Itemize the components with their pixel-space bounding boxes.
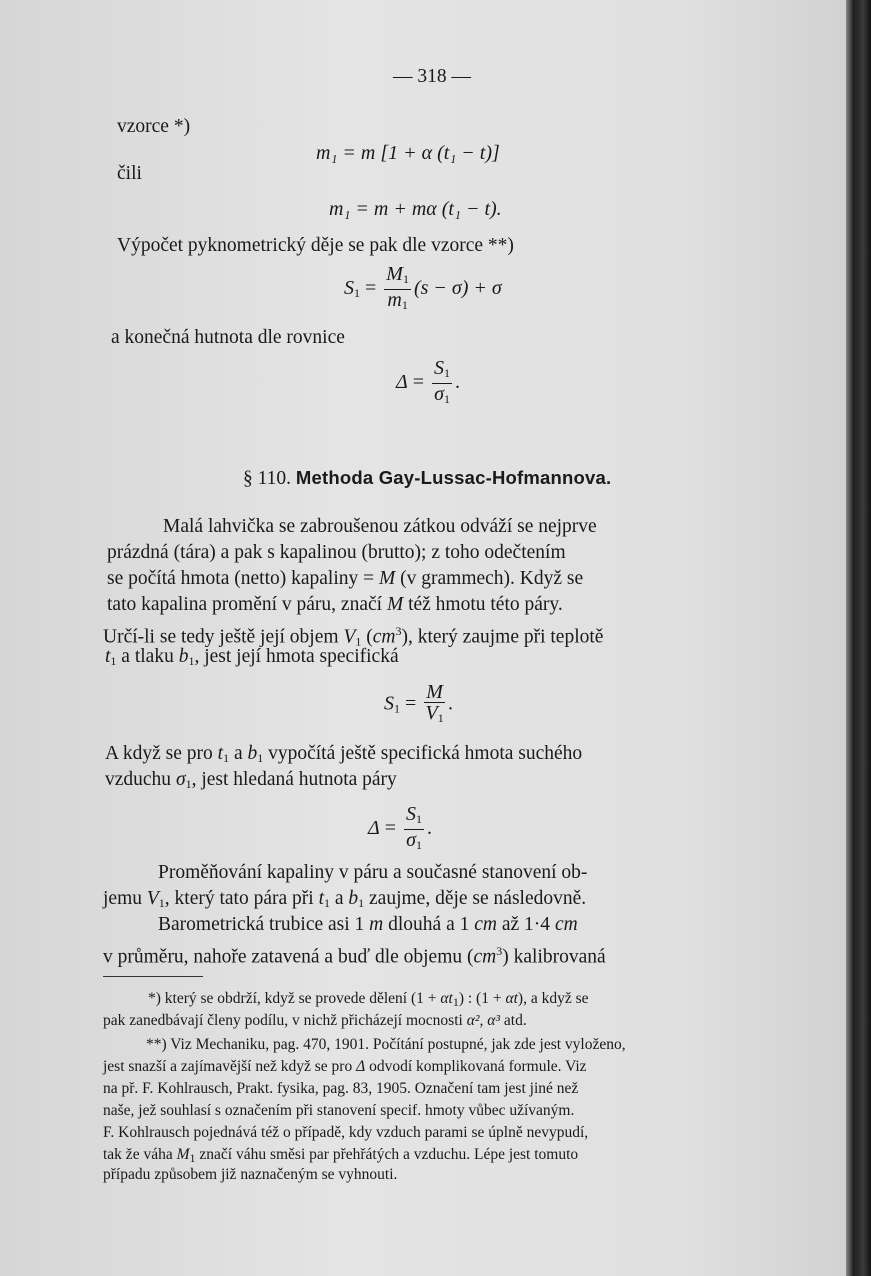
book-spine-shadow bbox=[846, 0, 871, 1276]
footnote-line: na př. F. Kohlrausch, Prakt. fysika, pag. 83, 1905. Označení tam jest jiné než bbox=[103, 1080, 579, 1097]
text-line: a konečná hutnota dle rovnice bbox=[111, 327, 345, 348]
equation-3: $S_1$ = $\frac{M_1}{m_1}$ (s − σ) + σ bbox=[344, 263, 502, 312]
text-line: Malá lahvička se zabroušenou zátkou odváží se nejprve bbox=[163, 516, 597, 537]
text-line: čili bbox=[117, 163, 142, 184]
text-line: A když se pro $t_1$ a $b_1$ vypočítá ještě specifická hmota suchého bbox=[105, 743, 583, 765]
footnote-line: *) který se obdrží, když se provede dělení $(1 + \alpha t_1)$ : (1 + αt), a když se bbox=[148, 990, 589, 1009]
footnote-line: **) Viz Mechaniku, pag. 470, 1901. Počítání postupné, jak zde jest vyloženo, bbox=[146, 1036, 626, 1053]
page-number: — 318 — bbox=[393, 66, 471, 87]
equation-6: Δ = $\frac{S_1}{\sigma_1}$ . bbox=[368, 803, 433, 852]
footnote-rule bbox=[103, 976, 203, 977]
footnote-line: pak zanedbávají členy podílu, v nichž přicházejí mocnosti α², α³ atd. bbox=[103, 1012, 527, 1029]
text-line: Určí-li se tedy ještě její objem $V_1$ $(cm^3)$, který zaujme při teplotě bbox=[103, 624, 604, 649]
text-line: tato kapalina promění v páru, značí M též hmotu této páry. bbox=[107, 594, 563, 615]
footnote-line: F. Kohlrausch pojednává též o případě, kdy vzduch parami se úplně nevypudí, bbox=[103, 1124, 589, 1141]
equation-5: $S_1$ = $\frac{M}{V_1}$ . bbox=[384, 681, 453, 725]
equation-2: m₁ = m + mα (t₁ − t). bbox=[329, 198, 502, 220]
footnote-line: jest snazší a zajímavější než když se pro Δ odvodí komplikovaná formule. Viz bbox=[103, 1058, 587, 1075]
section-heading: § 110. Methoda Gay-Lussac-Hofmannova. bbox=[243, 467, 612, 489]
footnote-line: naše, jež souhlasí s označením při stanovení specif. hmoty vůbec užívaným. bbox=[103, 1102, 575, 1119]
text-line: vzduchu $\sigma_1$, jest hledaná hutnota páry bbox=[105, 769, 397, 791]
text-line: Proměňování kapaliny v páru a současné stanovení ob- bbox=[158, 862, 588, 883]
equation-1: m₁ = m [1 + α (t₁ − t)] bbox=[316, 142, 500, 164]
footnote-line: tak že váha $M_1$ značí váhu směsi par přehřátých a vzduchu. Lépe jest tomuto bbox=[103, 1146, 579, 1165]
text-line: Barometrická trubice asi 1 m dlouhá a 1 cm až 1·4 cm bbox=[158, 914, 578, 935]
equation-4: Δ = $\frac{S_1}{\sigma_1}$ . bbox=[396, 357, 461, 406]
text-line: vzorce *) bbox=[117, 116, 191, 137]
footnote-line: případu způsobem již naznačeným se vyhnouti. bbox=[103, 1166, 398, 1183]
text-line: v průměru, nahoře zatavená a buď dle objemu $(cm^3)$ kalibrovaná bbox=[103, 944, 606, 968]
text-line: jemu $V_1$, který tato pára při $t_1$ a $b_1$ zaujme, děje se následovně. bbox=[103, 888, 587, 910]
text-line: se počítá hmota (netto) kapaliny = M (v grammech). Když se bbox=[107, 568, 584, 589]
text-line: Výpočet pyknometrický děje se pak dle vzorce **) bbox=[117, 235, 514, 256]
text-line: prázdná (tára) a pak s kapalinou (brutto); z toho odečtením bbox=[107, 542, 566, 563]
text-line: $t_1$ a tlaku $b_1$, jest její hmota specifická bbox=[105, 646, 399, 668]
